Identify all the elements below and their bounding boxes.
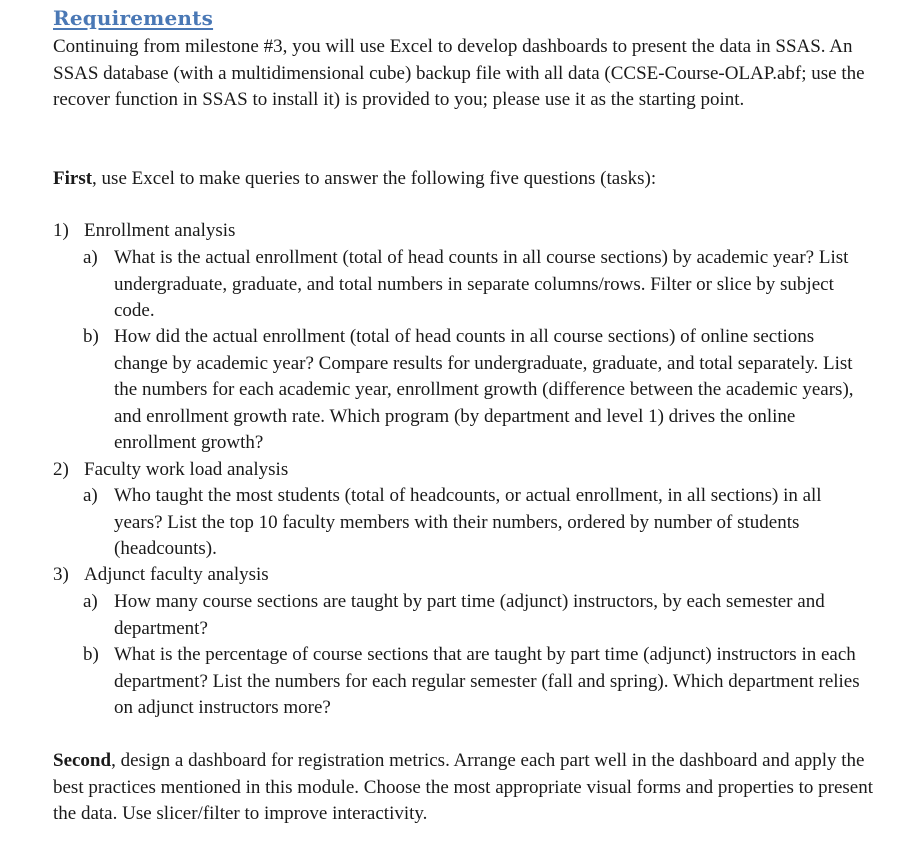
task-1a-marker: a) bbox=[83, 247, 98, 268]
task-3-title: Adjunct faculty analysis bbox=[84, 564, 269, 585]
task-2a-text: Who taught the most students (total of headcounts, or actual enrollment, in all sections) in all years? List the top 10 faculty members with their numbers, ordered by number of students (headcounts). bbox=[114, 485, 822, 559]
task-1a-text: What is the actual enrollment (total of head counts in all course sections) by academic year? List undergraduate, graduate, and total numbers in separate columns/rows. Filter or slice by subject code. bbox=[114, 247, 849, 321]
task-2-marker: 2) bbox=[53, 459, 69, 480]
task-3b-marker: b) bbox=[83, 644, 99, 665]
second-lead: Second bbox=[53, 750, 112, 771]
task-1-marker: 1) bbox=[53, 220, 69, 241]
task-2-title: Faculty work load analysis bbox=[84, 459, 289, 480]
task-3a-marker: a) bbox=[83, 591, 98, 612]
first-paragraph bbox=[53, 166, 883, 193]
task-3-marker: 3) bbox=[53, 564, 69, 585]
second-rest: , design a dashboard for registration metrics. Arrange each part well in the dashboard and apply the best practices mentioned in this module. Choose the most appropriate visual forms and properties to present the data. Use slicer/filter to improve interactivity. bbox=[53, 750, 873, 824]
task-1b-text: How did the actual enrollment (total of head counts in all course sections) of online sections change by academic year? Compare results for undergraduate, graduate, and total separately. List the numbers for each academic year, enrollment growth (difference between the academic years), and enrollment growth rate. Which program (by department and level 1) drives the online enrollment growth? bbox=[114, 326, 854, 453]
task-1-title: Enrollment analysis bbox=[84, 220, 236, 241]
task-2a-marker: a) bbox=[83, 485, 98, 506]
intro-paragraph: Continuing from milestone #3, you will use Excel to develop dashboards to present the data in SSAS. An SSAS database (with a multidimensional cube) backup file with all data (CCSE-Course-OLAP.abf; use the recover function in SSAS to install it) is provided to you; please use it as the starting point. bbox=[53, 36, 865, 110]
second-paragraph bbox=[53, 748, 883, 828]
first-lead: First bbox=[53, 168, 93, 189]
section-heading: Requirements bbox=[53, 6, 214, 30]
task-3b-text: What is the percentage of course sections that are taught by part time (adjunct) instructors in each department? List the numbers for each regular semester (fall and spring). Which department relies on adjunct instructors more? bbox=[114, 644, 860, 718]
task-1b-marker: b) bbox=[83, 326, 99, 347]
first-rest: , use Excel to make queries to answer the following five questions (tasks): bbox=[92, 168, 657, 189]
task-3a-text: How many course sections are taught by part time (adjunct) instructors, by each semester and department? bbox=[114, 591, 825, 639]
